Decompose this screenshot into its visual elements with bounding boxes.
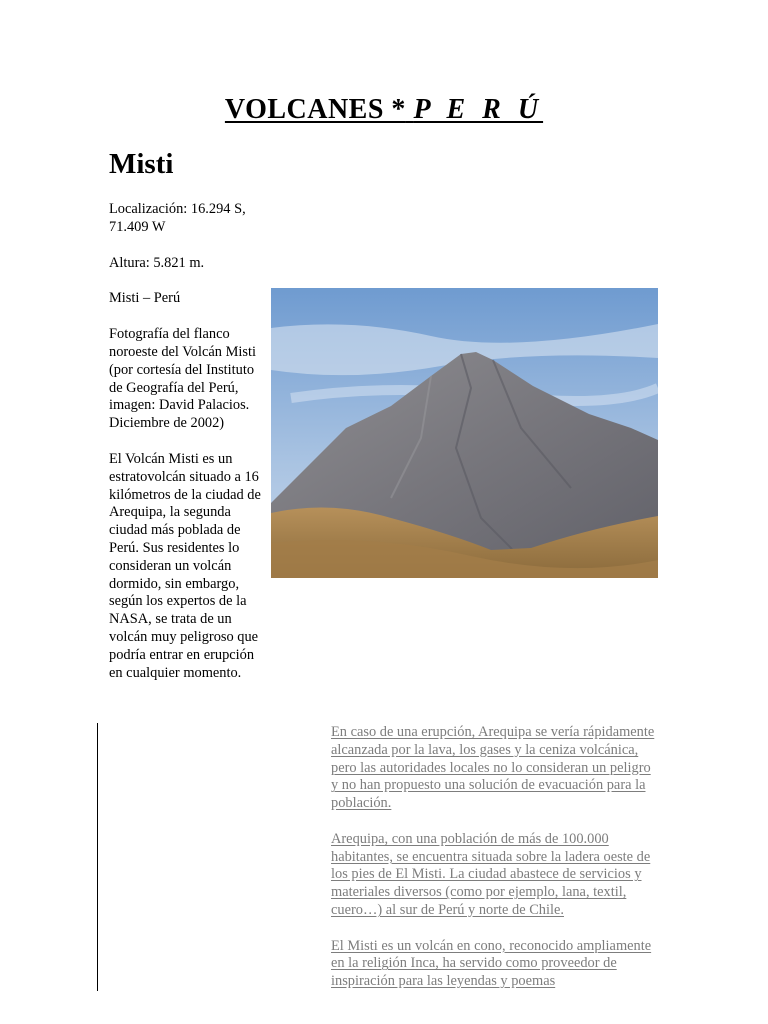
paragraph-eruption: En caso de una erupción, Arequipa se vería rápidamente alcanzada por la lava, los gases y la ceniza volcánica, pero las autoridades locales no lo consideran un peligro y no han propuesto una solución de evacuación para la población. (331, 724, 655, 812)
title-country: P E R Ú (413, 94, 544, 125)
height-text: Altura: 5.821 m. (109, 254, 205, 271)
description-text: El Volcán Misti es un estratovolcán situado a 16 kilómetros de la ciudad de Arequipa, la segunda ciudad más poblada de Perú. Sus residentes lo consideran un volcán dormido, sin embargo, según los expertos de la NASA, se trata de un volcán muy peligroso que podría entrar en erupción en cualquier momento. (109, 450, 261, 681)
title-main: VOLCANES * (224, 94, 406, 125)
photo-caption: Fotografía del flanco noroeste del Volcán Misti (por cortesía del Instituto de Geografía del Perú, imagen: David Palacios. Diciembre de 2002) (109, 326, 256, 432)
right-column (331, 724, 661, 1009)
volcano-photo (271, 288, 658, 578)
place-text: Misti – Perú (109, 290, 181, 307)
margin-line (97, 723, 98, 991)
page-title (0, 94, 768, 126)
paragraph-arequipa: Arequipa, con una población de más de 100.000 habitantes, se encuentra situada sobre la ladera oeste de los pies de El Misti. La ciudad abastece de servicios y materiales diversos (como por ejemplo, lana, textil, cuero…) al sur de Perú y norte de Chile. (331, 830, 651, 918)
paragraph-inca: El Misti es un volcán en cono, reconocido ampliamente en la religión Inca, ha servido como proveedor de inspiración para las leyendas y poemas (331, 937, 652, 990)
left-column (109, 201, 267, 700)
location-text: Localización: 16.294 S, 71.409 W (109, 201, 246, 235)
volcano-heading: Misti (109, 148, 174, 180)
